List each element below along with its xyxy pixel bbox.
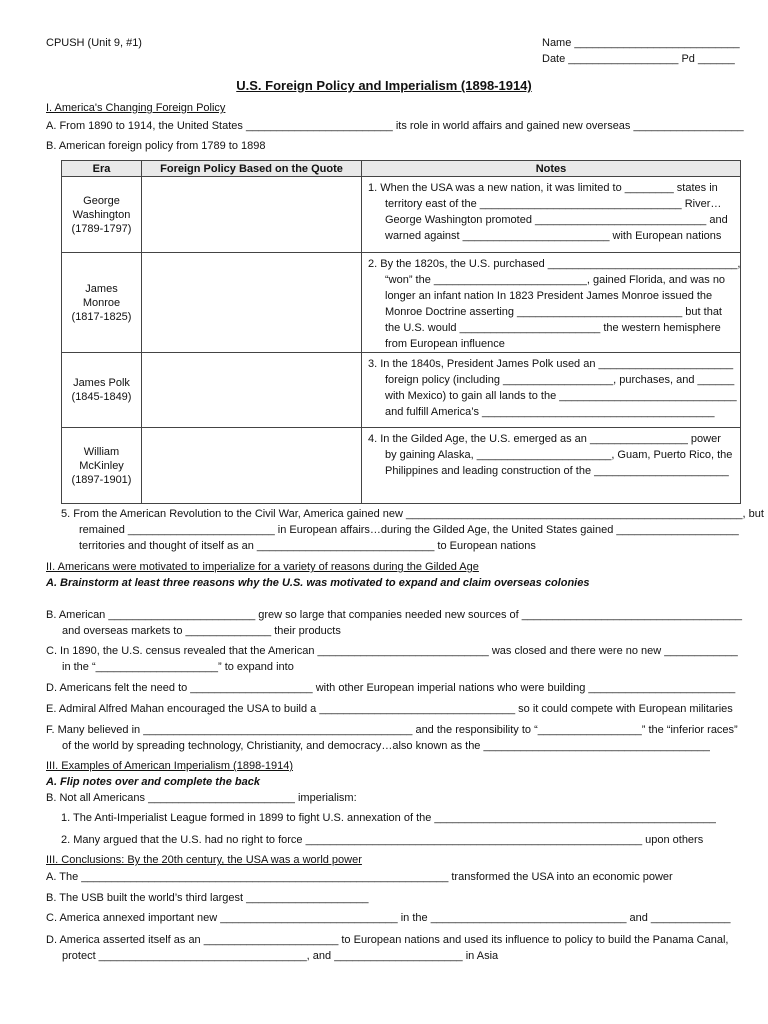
item-3b-2[interactable]: 2. Many argued that the U.S. had no right to force _______________________________________________________ upon others	[61, 834, 704, 846]
section-3-heading: III. Examples of American Imperialism (1898-1914)	[46, 760, 293, 772]
date-field[interactable]: Date __________________ Pd ______	[542, 53, 735, 65]
notes-cell[interactable]: 1. When the USA was a new nation, it was limited to ________ states in territory east of the _________________________________ River… George Washington promoted ____________________________ and warned against ________________________ with European nations	[362, 177, 741, 253]
era-polk: James Polk (1845-1849)	[62, 353, 142, 428]
item-4c[interactable]: C. America annexed important new _____________________________ in the ________________________________ and _____________	[46, 912, 731, 924]
item-2d[interactable]: D. Americans felt the need to ____________________ with other European imperial nations who were building ________________________	[46, 682, 736, 694]
table-row	[62, 353, 741, 428]
section-1-heading: I. America's Changing Foreign Policy	[46, 102, 226, 114]
course-label: CPUSH (Unit 9, #1)	[46, 37, 142, 49]
col-header-foreign-policy: Foreign Policy Based on the Quote	[142, 161, 362, 177]
item-4d-line-1[interactable]: D. America asserted itself as an ______________________ to European nations and used its influence to policy to build the Panama Canal,	[46, 934, 729, 946]
foreign-policy-answer-cell[interactable]	[142, 353, 362, 428]
table-row	[62, 177, 741, 253]
table-row	[62, 253, 741, 353]
item-3b-1[interactable]: 1. The Anti-Imperialist League formed in 1899 to fight U.S. annexation of the ______________________________________________	[61, 812, 716, 824]
item-3b[interactable]: B. Not all Americans ________________________ imperialism:	[46, 792, 357, 804]
foreign-policy-answer-cell[interactable]	[142, 177, 362, 253]
foreign-policy-answer-cell[interactable]	[142, 428, 362, 504]
item-3a: A. Flip notes over and complete the back	[46, 776, 260, 788]
col-header-notes: Notes	[362, 161, 741, 177]
col-header-era: Era	[62, 161, 142, 177]
item-2b-line-2[interactable]: and overseas markets to ______________ their products	[62, 625, 341, 637]
era-monroe: James Monroe (1817-1825)	[62, 253, 142, 353]
item-2e[interactable]: E. Admiral Alfred Mahan encouraged the USA to build a ________________________________ so it could compete with European militaries	[46, 703, 733, 715]
notes-cell[interactable]: 2. By the 1820s, the U.S. purchased _______________________________, “won” the _________________________, gained Florida, and was no longer an infant nation In 1823 President James Monroe issued the Monroe Doctrine asserting ___________________________ but that the U.S. would _______________________ the western hemisphere from European influence	[362, 253, 741, 353]
item-2a: A. Brainstorm at least three reasons why the U.S. was motivated to expand and claim overseas colonies	[46, 577, 590, 589]
item-5-line-2[interactable]: remained ________________________ in European affairs…during the Gilded Age, the United States gained ____________________	[79, 524, 739, 536]
era-washington: George Washington (1789-1797)	[62, 177, 142, 253]
item-4d-line-2[interactable]: protect __________________________________, and _____________________ in Asia	[62, 950, 499, 962]
item-5-line-1[interactable]: 5. From the American Revolution to the Civil War, America gained new _______________________________________________________, but	[61, 508, 764, 520]
item-2f-line-2[interactable]: of the world by spreading technology, Christianity, and democracy…also known as the _____________________________________	[62, 740, 710, 752]
item-4a[interactable]: A. The ____________________________________________________________ transformed the USA into an economic power	[46, 871, 673, 883]
section-4-heading: III. Conclusions: By the 20th century, the USA was a world power	[46, 854, 362, 866]
notes-cell[interactable]: 3. In the 1840s, President James Polk used an ______________________ foreign policy (including __________________, purchases, and ______ with Mexico) to gain all lands to the _____________________________ and fulfill America’s ______________________________________	[362, 353, 741, 428]
item-2c-line-1[interactable]: C. In 1890, the U.S. census revealed that the American ____________________________ was closed and there were no new ____________	[46, 645, 738, 657]
item-2f-line-1[interactable]: F. Many believed in ____________________________________________ and the responsibility to “_________________” the “inferior races”	[46, 724, 738, 736]
item-1a[interactable]: A. From 1890 to 1914, the United States ________________________ its role in world affairs and gained new overseas __________________	[46, 120, 744, 132]
name-field[interactable]: Name ___________________________	[542, 37, 740, 49]
era-mckinley: William McKinley (1897-1901)	[62, 428, 142, 504]
section-2-heading: II. Americans were motivated to imperialize for a variety of reasons during the Gilded Age	[46, 561, 479, 573]
foreign-policy-table	[61, 160, 741, 504]
item-1b: B. American foreign policy from 1789 to 1898	[46, 140, 266, 152]
table-row	[62, 428, 741, 504]
item-4b[interactable]: B. The USB built the world’s third largest ____________________	[46, 892, 369, 904]
foreign-policy-answer-cell[interactable]	[142, 253, 362, 353]
page-title: U.S. Foreign Policy and Imperialism (1898-1914)	[236, 78, 532, 93]
item-5-line-3[interactable]: territories and thought of itself as an _____________________________ to European nations	[79, 540, 536, 552]
notes-cell[interactable]: 4. In the Gilded Age, the U.S. emerged as an ________________ power by gaining Alaska, ______________________, Guam, Puerto Rico, the Philippines and leading construction of the ______________________	[362, 428, 741, 504]
item-2b-line-1[interactable]: B. American ________________________ grew so large that companies needed new sources of ____________________________________	[46, 609, 743, 621]
item-2c-line-2[interactable]: in the “____________________” to expand into	[62, 661, 294, 673]
